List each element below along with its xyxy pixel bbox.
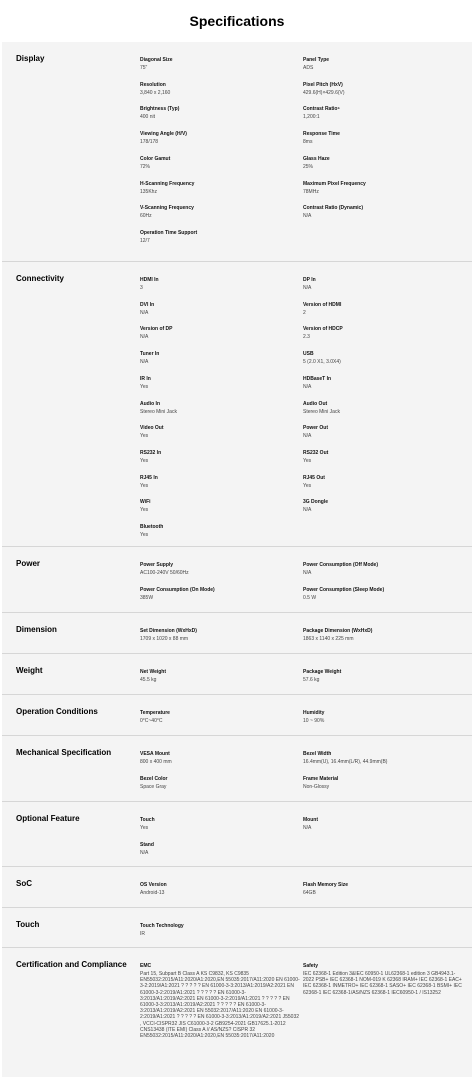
spec-item [140, 82, 300, 96]
spec-value: Space Gray [140, 783, 167, 790]
spec-label: DP In [303, 277, 316, 283]
spec-label: Power Supply [140, 562, 174, 568]
spec-value: N/A [303, 383, 312, 390]
spec-value: ADS [303, 65, 314, 71]
spec-label: Power Consumption (On Mode) [140, 586, 215, 593]
spec-label: Color Gamut [140, 155, 171, 162]
spec-value: 0.5 W [303, 594, 317, 601]
section-title: Mechanical Specification [16, 748, 112, 757]
spec-item [303, 376, 463, 390]
spec-value: 64GB [303, 890, 316, 896]
spec-label: Response Time [303, 131, 340, 138]
spec-value: 12/7 [140, 237, 150, 244]
spec-value: 400 nit [140, 114, 156, 121]
spec-item [140, 181, 300, 195]
spec-label: RS232 In [140, 449, 162, 456]
spec-item [303, 450, 463, 464]
spec-item [303, 277, 463, 291]
spec-value: 3 [140, 285, 143, 291]
spec-item [303, 131, 463, 145]
spec-label: Viewing Angle (H/V) [140, 131, 187, 138]
section-certification [2, 947, 472, 1077]
spec-value: 2 [303, 309, 306, 316]
section-optional [2, 801, 472, 866]
spec-label: Package Weight [303, 669, 342, 675]
spec-item [140, 776, 300, 790]
section-title: Certification and Compliance [16, 960, 127, 969]
spec-label: Power Consumption (Off Mode) [303, 562, 378, 568]
spec-label: Resolution [140, 81, 166, 88]
section-title: Display [16, 54, 45, 63]
spec-item [140, 587, 300, 601]
spec-label: Touch Technology [140, 923, 184, 929]
spec-item [303, 82, 463, 96]
spec-item [140, 562, 300, 576]
spec-label: Version of HDMI [303, 301, 342, 308]
spec-value: Part 15, Subpart B Class A KS C9832, KS C9835 EN55032:2015/A11:2020/A1:2020,EN 55035:2017/A11:2020 EN 61000-3-2:2019/A1:2021 ? ? ? ? ? EN 61000-3-3:2013/A1:2019/A2:2021 EN 61000-3-2:2019/A1:2021 ? ? ? ? ? EN 61000-3-3:2013/A1:2019/A2:2021 EN 61000-3-2:2019/A1:2021 ? ? ? ? ? EN 61000-3-3:2013/A1:2019/A2:2021 ? ? ? ? ? EN 61000-3-3:2013/A1:2019/A2:2021 EN 55032:2017/A11:2020 EN 61000-3-2:2019/A1:2021 ? ? ? ? ? EN 61000-3-3:2013/A1:2019/A2:2021 J55032 , VCCI-CISPR32 JIS C61000-3-2 GB9254-2021 GB17625.1-2012 CNS13438 (ITE EMI) Class A // AS/NZS? CISPR 32 EN55032:2015/A11:2020/A1:2020,EN 55035:2017/A11:2020 [140, 971, 300, 1040]
spec-value: N/A [303, 213, 312, 220]
spec-item [303, 326, 463, 340]
spec-item [140, 628, 300, 642]
section-title: Connectivity [16, 274, 65, 283]
section-title: Dimension [16, 625, 57, 634]
spec-value: N/A [303, 507, 312, 514]
spec-value: 5 (2.0 X1, 3.0X4) [303, 359, 341, 366]
spec-value: 3,840 x 2,160 [140, 89, 171, 96]
spec-value: Stereo Mini Jack [140, 408, 177, 415]
section-power [2, 546, 472, 612]
spec-item [140, 57, 300, 71]
spec-item [140, 499, 300, 513]
spec-label: Version of DP [140, 326, 173, 333]
spec-label: Touch [140, 817, 155, 823]
spec-value: Yes [140, 825, 149, 831]
spec-label: Set Dimension (WxHxD) [140, 628, 197, 634]
section-title: SoC [16, 879, 32, 888]
spec-label: DVI In [140, 301, 155, 308]
spec-value: 1863 x 1140 x 225 mm [303, 636, 354, 642]
spec-item [303, 181, 463, 195]
section-connectivity [2, 261, 472, 546]
spec-label: 3G Dongle [303, 499, 329, 506]
spec-value: IEC 62368-1 Edition 3&IEC 60950-1 UL62368-1 edition 3 GB4943.1-2022 PSB+ IEC 62368-1 NOM-019 K 62368 IRAM+ IEC 62368-1 EAC+ IEC 62368-1 INMETRO+ IEC 62368-1 SASO+ IEC 62368-1 BSMI+ IEC 62368-1 IEC 62368-1/AS/NZS 62368-1 IEC60950-1 / IS13252 [303, 971, 462, 996]
spec-label: Operation Time Support [140, 229, 198, 236]
spec-item [140, 106, 300, 120]
spec-label: Contrast Ratio⁶ [303, 106, 340, 113]
spec-item [140, 326, 300, 340]
spec-item [140, 156, 300, 170]
spec-label: V-Scanning Frequency [140, 205, 194, 212]
spec-item [303, 106, 463, 120]
spec-label: Power Consumption (Sleep Mode) [303, 586, 385, 593]
spec-value: 16.4mm(U), 16.4mm(L/R), 44.9mm(B) [303, 759, 388, 765]
spec-item [140, 205, 300, 219]
spec-value: Android-13 [140, 890, 165, 896]
spec-label: OS Version [140, 882, 167, 888]
spec-label: Diagonal Size [140, 57, 173, 63]
spec-item [140, 963, 300, 1039]
spec-item [303, 302, 463, 316]
spec-item [140, 351, 300, 365]
spec-item [140, 669, 300, 683]
spec-value: N/A [140, 309, 149, 316]
spec-item [303, 587, 463, 601]
spec-value: Yes [140, 532, 149, 538]
spec-label: Bluetooth [140, 524, 164, 530]
spec-label: Temperature [140, 710, 170, 716]
spec-value: 429.6(H)×429.6(V) [303, 89, 345, 96]
spec-value: Yes [140, 507, 149, 514]
spec-value: 800 x 400 mm [140, 759, 172, 765]
spec-label: Safety [303, 963, 319, 969]
spec-item [140, 710, 300, 724]
spec-item [303, 669, 463, 683]
spec-value: 60Hz [140, 213, 152, 220]
spec-item [303, 963, 463, 996]
spec-label: Power Out [303, 425, 329, 432]
spec-value: 72% [140, 163, 151, 170]
spec-label: HDBaseT In [303, 375, 332, 382]
spec-value: 57.6 kg [303, 677, 320, 683]
spec-label: Bezel Width [303, 751, 332, 757]
spec-item [303, 475, 463, 489]
spec-value: 25% [303, 163, 314, 170]
section-title: Power [16, 559, 41, 568]
spec-value: Yes [140, 482, 149, 489]
spec-value: Yes [140, 457, 149, 464]
spec-value: N/A [303, 433, 312, 440]
spec-value: 2.3 [303, 334, 310, 341]
spec-label: VESA Mount [140, 751, 170, 757]
spec-item [140, 131, 300, 145]
section-weight [2, 653, 472, 694]
spec-value: N/A [303, 825, 312, 831]
specifications-list [2, 42, 472, 1077]
spec-label: Package Dimension (WxHxD) [303, 628, 373, 634]
spec-label: Stand [140, 841, 154, 848]
spec-label: Bezel Color [140, 775, 168, 782]
spec-label: Version of HDCP [303, 326, 343, 333]
spec-item [303, 710, 463, 724]
spec-value: Yes [303, 457, 312, 464]
spec-label: Audio In [140, 400, 160, 407]
section-title: Optional Feature [16, 814, 80, 823]
spec-label: Panel Type [303, 57, 330, 63]
section-dimension [2, 612, 472, 653]
spec-item [303, 628, 463, 642]
spec-value: 78MHz [303, 188, 319, 195]
spec-value: N/A [303, 285, 312, 291]
spec-label: Net Weight [140, 669, 167, 675]
page-title: Specifications [189, 13, 285, 29]
spec-item [303, 499, 463, 513]
spec-label: Tuner In [140, 351, 160, 358]
spec-label: Glass Haze [303, 155, 330, 162]
spec-item [303, 425, 463, 439]
spec-value: Non-Glossy [303, 783, 330, 790]
spec-item [303, 776, 463, 790]
spec-item [140, 230, 300, 244]
spec-label: Mount [303, 817, 318, 823]
section-operation [2, 694, 472, 735]
section-touch [2, 907, 472, 947]
spec-item [140, 817, 300, 831]
spec-item [140, 302, 300, 316]
spec-value: Yes [140, 383, 149, 390]
spec-item [303, 817, 463, 831]
spec-item [140, 882, 300, 896]
section-soc [2, 866, 472, 907]
spec-value: 45.5 kg [140, 677, 157, 683]
spec-value: Stereo Mini Jack [303, 408, 340, 415]
spec-item [303, 205, 463, 219]
spec-label: IR In [140, 375, 151, 382]
spec-value: IR [140, 931, 145, 937]
spec-label: Audio Out [303, 400, 328, 407]
spec-value: 75" [140, 65, 148, 71]
spec-label: RJ45 In [140, 474, 158, 481]
spec-label: WiFi [140, 499, 151, 506]
spec-item [140, 751, 300, 765]
spec-value: 385W [140, 594, 154, 601]
spec-value: 135Khz [140, 188, 157, 195]
spec-label: Pixel Pitch (HxV) [303, 81, 343, 88]
spec-item [140, 842, 300, 856]
spec-item [303, 751, 463, 765]
spec-value: N/A [140, 359, 149, 366]
spec-value: 1,200:1 [303, 114, 320, 121]
spec-item [303, 882, 463, 896]
spec-label: USB [303, 351, 314, 358]
section-display [2, 42, 472, 261]
spec-value: 10 ~ 90% [303, 718, 325, 724]
spec-item [303, 562, 463, 576]
spec-item [140, 450, 300, 464]
spec-item [140, 376, 300, 390]
spec-value: 178/178 [140, 139, 159, 146]
spec-label: RS232 Out [303, 449, 329, 456]
spec-label: Flash Memory Size [303, 882, 349, 888]
spec-item [303, 401, 463, 415]
spec-item [140, 277, 300, 291]
spec-value: N/A [303, 570, 312, 576]
spec-item [140, 475, 300, 489]
spec-value: 8ms [303, 139, 313, 146]
spec-item [140, 923, 300, 937]
spec-label: Brightness (Typ) [140, 106, 180, 113]
spec-item [303, 156, 463, 170]
spec-item [140, 524, 300, 538]
section-title: Operation Conditions [16, 707, 98, 716]
spec-label: Frame Material [303, 775, 339, 782]
spec-value: 0°C~40°C [140, 718, 163, 724]
spec-value: N/A [140, 334, 149, 341]
spec-label: H-Scanning Frequency [140, 180, 195, 187]
section-title: Weight [16, 666, 43, 675]
spec-item [140, 425, 300, 439]
spec-label: Maximum Pixel Frequency [303, 180, 366, 187]
spec-value: Yes [303, 482, 312, 489]
section-mechanical [2, 735, 472, 801]
spec-label: EMC [140, 963, 152, 969]
spec-label: RJ45 Out [303, 474, 325, 481]
spec-label: Contrast Ratio (Dynamic) [303, 205, 364, 212]
spec-label: Humidity [303, 710, 325, 716]
section-title: Touch [16, 920, 40, 929]
spec-label: Video Out [140, 425, 164, 432]
spec-item [140, 401, 300, 415]
spec-value: Yes [140, 433, 149, 440]
spec-value: 1709 x 1020 x 88 mm [140, 636, 189, 642]
spec-item [303, 351, 463, 365]
spec-value: N/A [140, 849, 149, 856]
spec-item [303, 57, 463, 71]
spec-value: AC100-240V 50/60Hz [140, 570, 189, 576]
spec-label: HDMI In [140, 277, 159, 283]
